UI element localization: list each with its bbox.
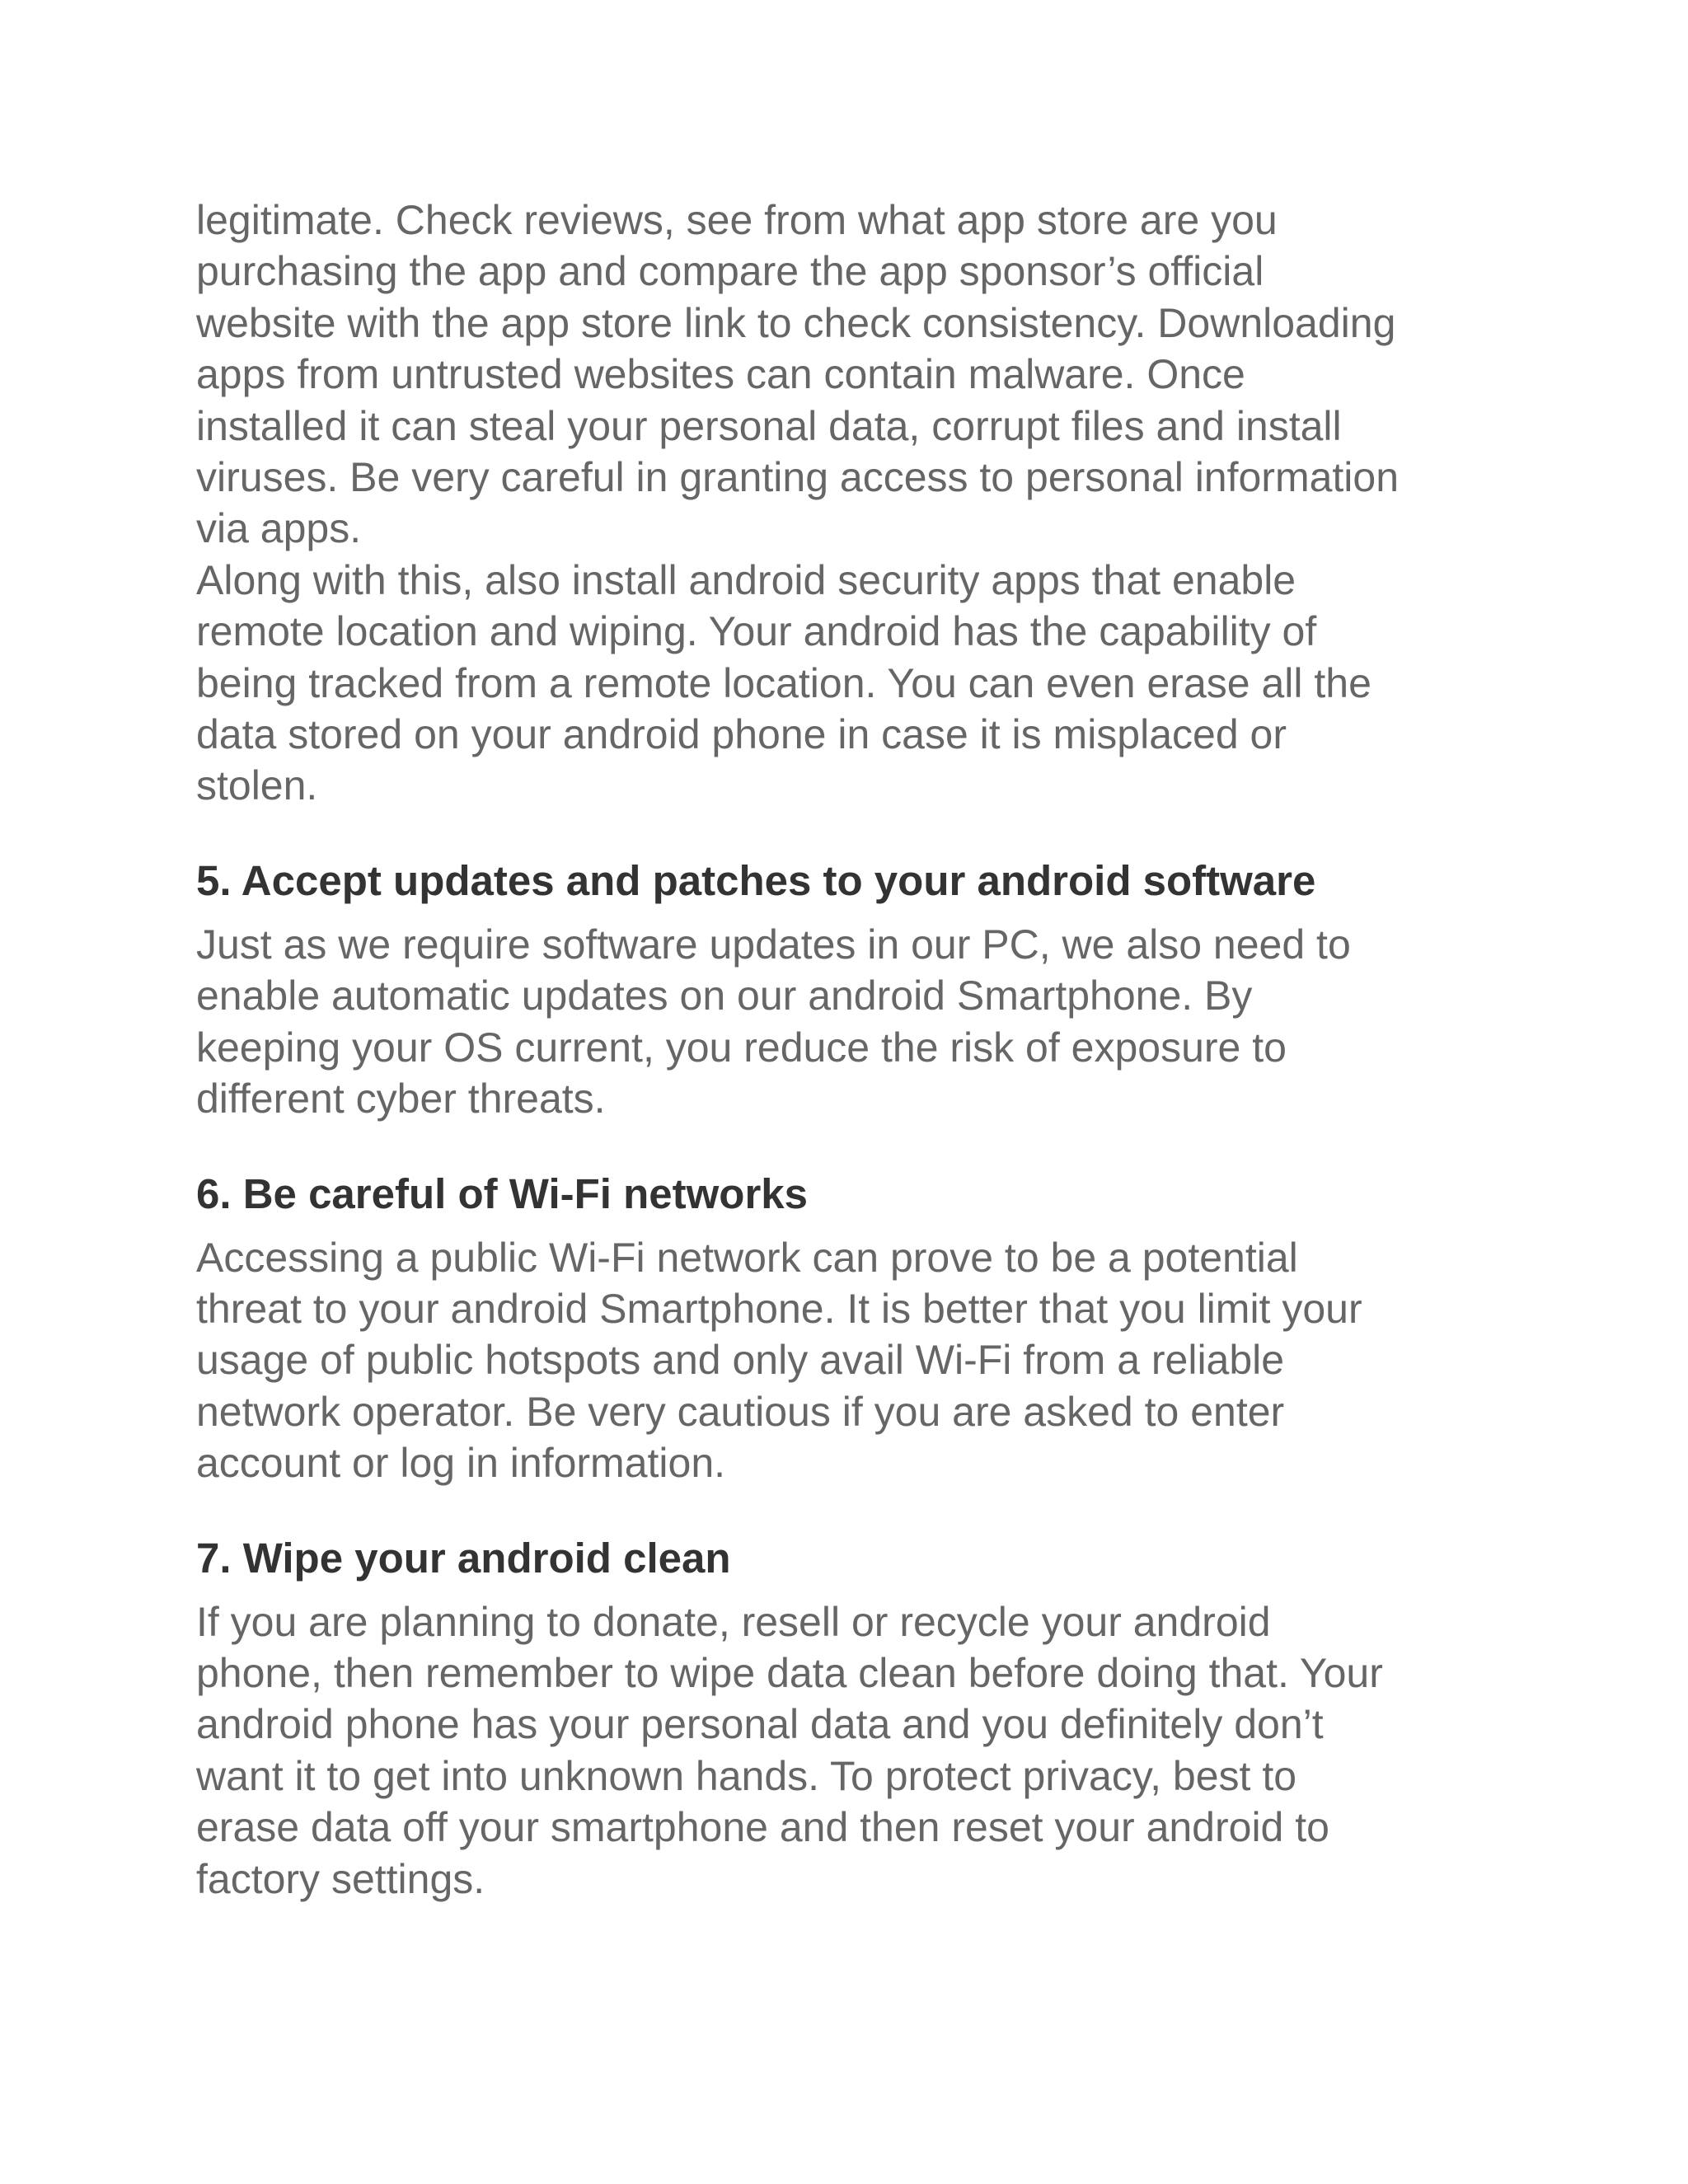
paragraph-security-apps: Along with this, also install android security apps that enable remote location and wiping. Your android has the capability of being tracked from a remote location. You can even erase all the data stored on your android phone in case it is misplaced or stolen. — [196, 556, 1372, 809]
section-body-wifi: Accessing a public Wi-Fi network can prove to be a potential threat to your android Smartphone. It is better that you limit your usage of public hotspots and only avail Wi-Fi from a reliable network operator. Be very cautious if you are asked to enter account or log in information. — [196, 1234, 1362, 1487]
section-body-updates: Just as we require software updates in our PC, we also need to enable automatic updates on our android Smartphone. By keeping your OS current, you reduce the risk of exposure to different cyber threats. — [196, 921, 1351, 1122]
section-heading-wifi: 6. Be careful of Wi-Fi networks — [196, 1169, 809, 1217]
document-page — [196, 194, 1548, 1905]
section-heading-updates: 5. Accept updates and patches to your android software — [196, 856, 1316, 904]
section-heading-wipe: 7. Wipe your android clean — [196, 1534, 731, 1582]
paragraph-app-legitimacy: legitimate. Check reviews, see from what app store are you purchasing the app and compare the app sponsor’s official website with the app store link to check consistency. Downloading apps from untrusted websites can contain malware. Once installed it can steal your personal data, corrupt files and install viruses. Be very careful in granting access to personal information via apps. — [196, 197, 1400, 552]
section-body-wipe: If you are planning to donate, resell or recycle your android phone, then remember to wipe data clean before doing that. Your android phone has your personal data and you definitely don’t want it to get into unknown hands. To protect privacy, best to erase data off your smartphone and then reset your android to factory settings. — [196, 1598, 1383, 1902]
